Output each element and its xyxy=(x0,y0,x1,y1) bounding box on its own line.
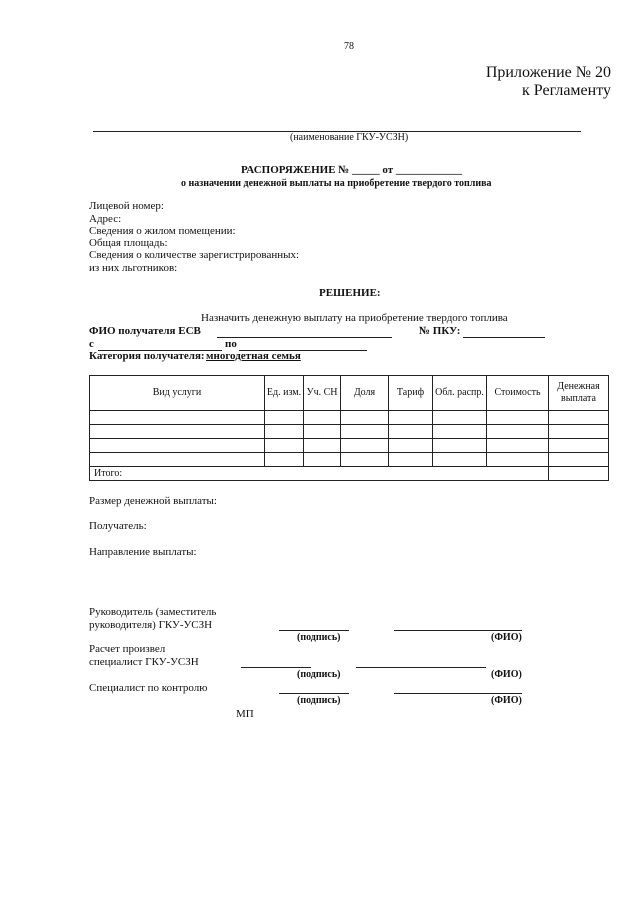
header-unit: Ед. изм. xyxy=(265,376,304,411)
decision-heading: РЕШЕНИЕ: xyxy=(319,287,381,299)
category-value: многодетная семья xyxy=(206,350,301,362)
header-service-type: Вид услуги xyxy=(90,376,265,411)
pku-line xyxy=(463,337,545,338)
header-sn: Уч. СН xyxy=(304,376,341,411)
decision-text: Назначить денежную выплату на приобретение твердого топлива xyxy=(201,312,508,324)
sig-calc-sign-caption: (подпись) xyxy=(297,669,341,680)
table-row xyxy=(90,453,609,467)
sig-calc-name-caption: (ФИО) xyxy=(491,669,522,680)
appendix-line2: к Регламенту xyxy=(522,82,611,99)
org-caption: (наименование ГКУ-УСЗН) xyxy=(290,132,409,143)
field-account-number: Лицевой номер: xyxy=(89,200,164,212)
appendix-line1: Приложение № 20 xyxy=(485,64,611,81)
sig-head-name-line xyxy=(394,630,522,631)
sig-control-name-caption: (ФИО) xyxy=(491,695,522,706)
pku-label: № ПКУ: xyxy=(419,325,461,337)
sig-control-sign-line xyxy=(279,693,349,694)
sig-head-sign-caption: (подпись) xyxy=(297,632,341,643)
sig-control-name-line xyxy=(394,693,522,694)
total-payment-cell xyxy=(549,467,609,481)
field-area: Общая площадь: xyxy=(89,237,168,249)
table-row xyxy=(90,425,609,439)
sig-head-line1: Руководитель (заместитель xyxy=(89,606,217,618)
sig-control-label: Специалист по контролю xyxy=(89,682,208,694)
sig-head-line2: руководителя) ГКУ-УСЗН xyxy=(89,619,213,631)
sig-calc-sign-line xyxy=(241,667,311,668)
sig-head-sign-line xyxy=(279,630,349,631)
header-cost: Стоимость xyxy=(487,376,549,411)
page-number: 78 xyxy=(344,41,354,52)
sig-head-name-caption: (ФИО) xyxy=(491,632,522,643)
period-to-label: по xyxy=(225,338,237,350)
payment-recipient-label: Получатель: xyxy=(89,520,147,532)
header-payment: Денежная выплата xyxy=(549,376,609,411)
recipient-label: ФИО получателя ЕСВ xyxy=(89,325,201,337)
stamp-label: МП xyxy=(236,708,254,720)
total-label: Итого: xyxy=(90,467,487,481)
header-tariff: Тариф xyxy=(389,376,433,411)
table-total-row xyxy=(90,467,609,481)
table-row xyxy=(90,411,609,425)
field-housing: Сведения о жилом помещении: xyxy=(89,225,236,237)
table-row xyxy=(90,439,609,453)
sig-calc-name-line xyxy=(356,667,486,668)
field-beneficiaries: из них льготников: xyxy=(89,262,178,274)
payment-direction-label: Направление выплаты: xyxy=(89,546,197,558)
sig-calc-line2: специалист ГКУ-УСЗН xyxy=(89,656,199,668)
payment-amount-label: Размер денежной выплаты: xyxy=(89,495,217,507)
recipient-line xyxy=(217,337,392,338)
services-table xyxy=(89,375,609,481)
header-share: Доля xyxy=(341,376,389,411)
field-registered: Сведения о количестве зарегистрированных: xyxy=(89,249,300,261)
order-subtitle: о назначении денежной выплаты на приобретение твердого топлива xyxy=(181,178,492,189)
period-from-label: с xyxy=(89,338,94,350)
field-address: Адрес: xyxy=(89,213,122,225)
table-header-row xyxy=(90,376,609,411)
order-title: РАСПОРЯЖЕНИЕ № _____ от ____________ xyxy=(241,164,462,176)
header-regional: Обл. распр. xyxy=(433,376,487,411)
sig-control-sign-caption: (подпись) xyxy=(297,695,341,706)
sig-calc-line1: Расчет произвел xyxy=(89,643,166,655)
category-label: Категория получателя: xyxy=(89,350,205,362)
